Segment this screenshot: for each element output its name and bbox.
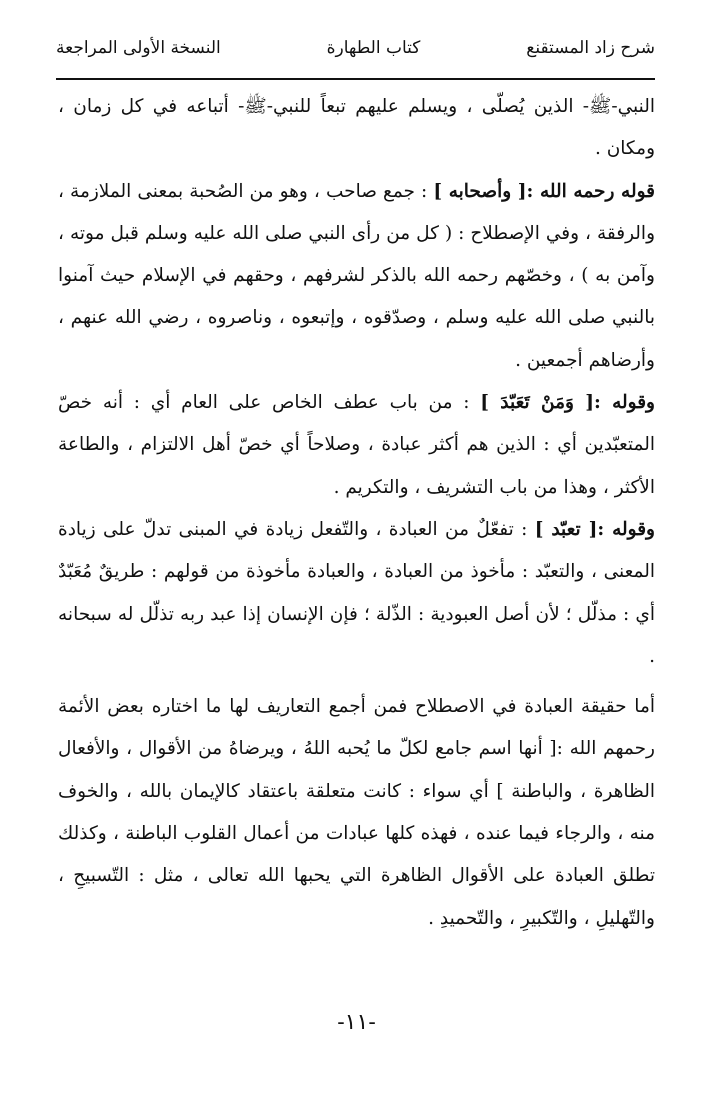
paragraph — [58, 509, 655, 678]
paragraph-lead: وقوله :[ تعبّد ] — [534, 518, 655, 540]
header-rule — [56, 78, 655, 80]
paragraph — [58, 382, 655, 509]
running-header — [56, 38, 655, 74]
paragraph — [58, 171, 655, 382]
paragraph-text: النبي-ﷺ- الذين يُصلّى ، ويسلم عليهم تبعاً للنبي-ﷺ- أتباعه في كل زمان ، ومكان . — [58, 96, 655, 160]
page-body — [58, 86, 655, 940]
paragraph-text: أما حقيقة العبادة في الاصطلاح فمن أجمع التعاريف لها ما اختاره بعض الأئمة رحمهم الله :[ أنها اسم جامع لكلّ ما يُحبه اللهُ ، ويرضاهُ من الأقوال ، والأفعال الظاهرة ، والباطنة ] أي سواء : كانت متعلقة باعتقاد كالإيمان بالله ، والخوف منه ، والرجاء فيما عنده ، فهذه كلها عبادات من أعمال القلوب الباطنة ، وكذلك تطلق العبادة على الأقوال الظاهرة التي يحبها الله تعالى ، مثل : التّسبيحِ ، والتّهليلِ ، والتّكبيرِ ، والتّحميدِ . — [58, 696, 655, 929]
paragraph-lead: وقوله :[ وَمَنْ تَعَبّدَ ] — [480, 392, 655, 414]
paragraph-lead: قوله رحمه الله :[ وأصحابه ] — [433, 180, 655, 202]
page-number: -١١- — [337, 1010, 376, 1035]
header-book-title: شرح زاد المستقنع — [526, 38, 655, 58]
paragraph — [58, 686, 655, 940]
header-edition-note: النسخة الأولى المراجعة — [56, 38, 221, 58]
paragraph-text: : من باب عطف الخاص على العام أي : أنه خصّ المتعبّدين أي : الذين هم أكثر عبادة ، وصلاحاً أي خصّ أهل الالتزام ، والطاعة الأكثر ، وهذا من باب التشريف ، والتكريم . — [58, 392, 655, 498]
header-chapter-title: كتاب الطهارة — [326, 38, 421, 58]
paragraph-text: : جمع صاحب ، وهو من الصُحبة بمعنى الملازمة ، والرفقة ، وفي الإصطلاح : ( كل من رأى النبي صلى الله عليه وسلم قبل موته ، وآمن به ) ، وخصّهم رحمه الله بالذكر لشرفهم ، وحقهم في الإسلام حيث آمنوا بالنبي صلى الله عليه وسلم ، وصدّقوه ، وإتبعوه ، وناصروه ، رضي الله عنهم ، وأرضاهم أجمعين . — [58, 180, 655, 371]
paragraph-text: : تفعّلٌ من العبادة ، والتّفعل زيادة في المبنى تدلّ على زيادة المعنى ، والتعبّد : مأخوذ من العبادة ، والعبادة مأخوذة من قولهم : طريقٌ مُعَبّدٌ أي : مذلّل ؛ لأن أصل العبودية : الذّلة ؛ فإن الإنسان إذا عبد ربه تذلّل له سبحانه . — [58, 518, 655, 667]
paragraph — [58, 86, 655, 171]
